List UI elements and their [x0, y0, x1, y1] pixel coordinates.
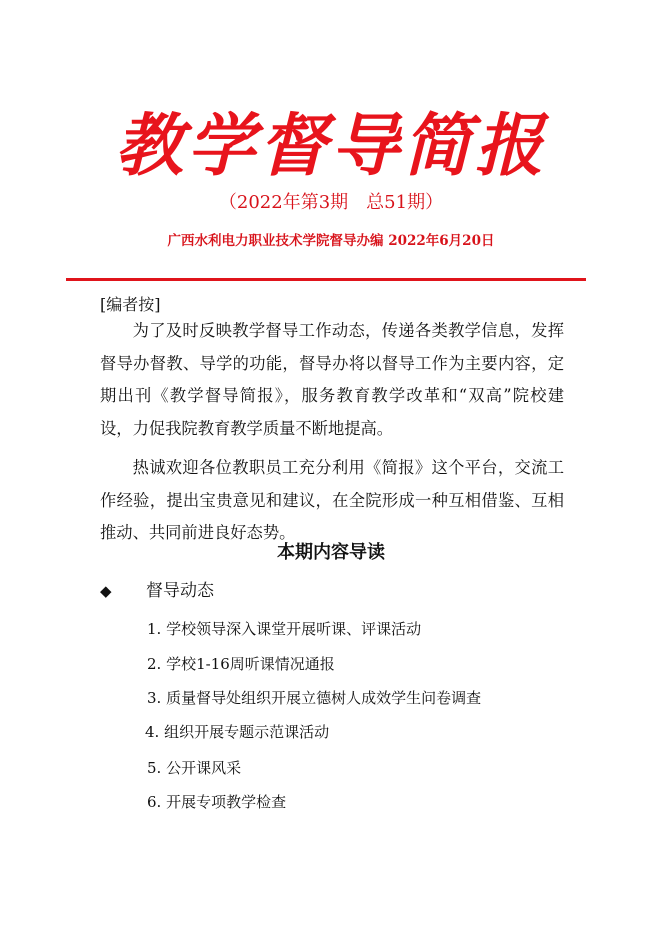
editor-note-label: [编者按]	[100, 295, 161, 314]
toc-item: 6. 开展专项教学检查	[147, 793, 287, 811]
section-label: 督导动态	[146, 581, 214, 601]
editor-note-paragraph: 为了及时反映教学督导工作动态，传递各类教学信息，发挥督导办督教、导学的功能，督导办将以督导工作为主要内容，定期出刊《教学督导简报》，服务教育教学改革和“双高”院校建设，力促我院教育教学质量不断地提高。	[100, 321, 564, 438]
editor-note-paragraph: 热诚欢迎各位教职员工充分利用《简报》这个平台，交流工作经验，提出宝贵意见和建议，在全院形成一种互相借鉴、互相推动、共同前进良好态势。	[100, 458, 564, 542]
toc-item: 5. 公开课风采	[147, 759, 242, 777]
issue-number: （2022年第3期 总51期）	[218, 192, 444, 213]
toc-item: 2. 学校1-16周听课情况通报	[147, 655, 335, 673]
newsletter-title: 教学督导简报	[114, 106, 547, 186]
toc-item: 1. 学校领导深入课堂开展听课、评课活动	[147, 620, 422, 638]
toc-section	[100, 576, 214, 601]
diamond-bullet-icon: ◆	[100, 582, 112, 600]
toc-item: 4. 组织开展专题示范课活动	[145, 723, 330, 741]
publisher-date: 广西水利电力职业技术学院督导办编 2022年6月20日	[167, 233, 495, 249]
red-divider	[66, 278, 586, 281]
toc-title: 本期内容导读	[277, 542, 385, 563]
toc-item: 3. 质量督导处组织开展立德树人成效学生问卷调查	[147, 689, 482, 707]
